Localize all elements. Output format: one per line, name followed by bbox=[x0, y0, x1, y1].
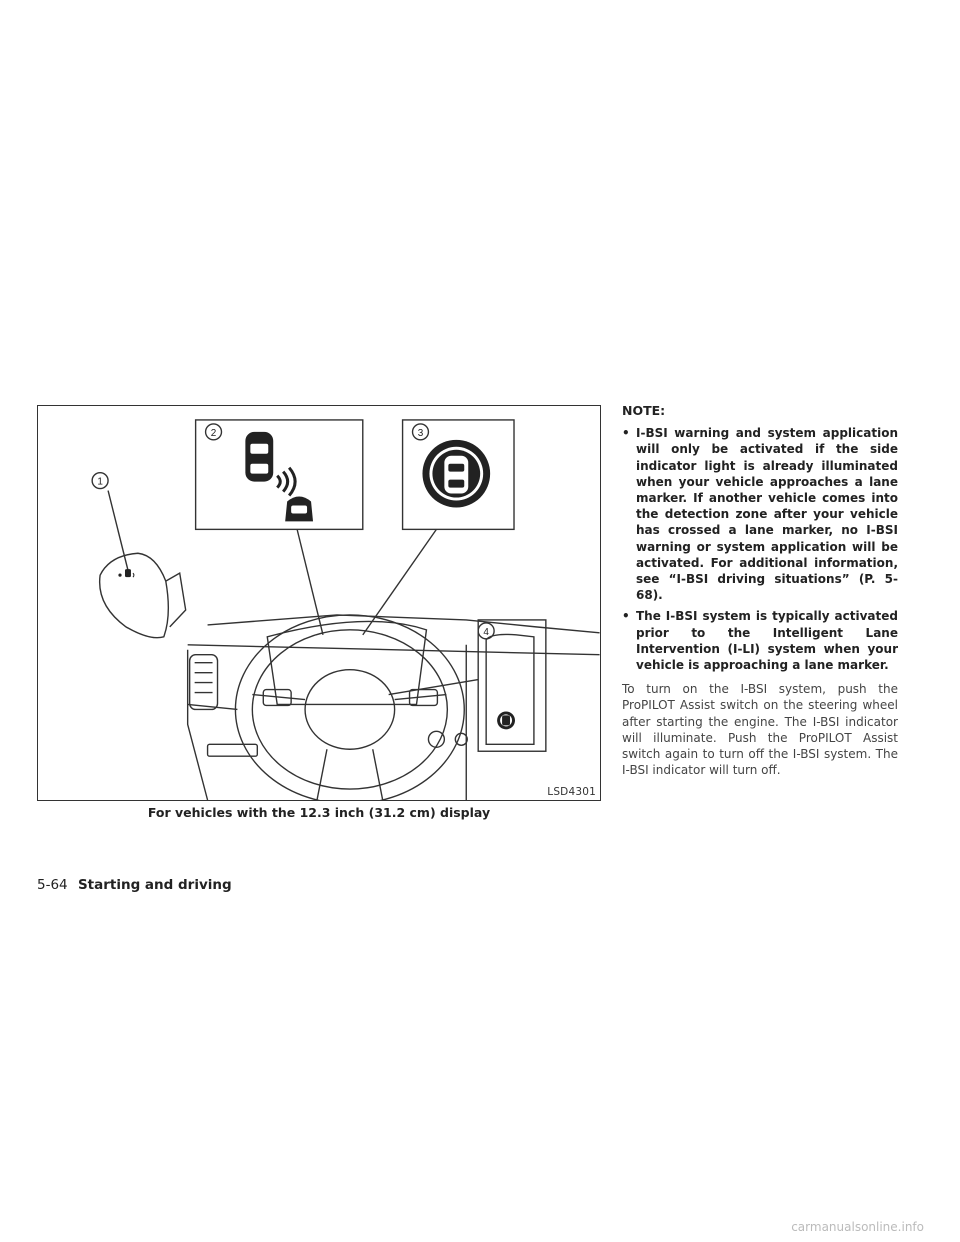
page-number: 5-64 bbox=[37, 877, 68, 893]
bsi-warning-icon bbox=[245, 432, 313, 522]
mirror-indicator-icon bbox=[118, 569, 134, 577]
illustration-figure bbox=[37, 405, 601, 801]
callout-number-1: 1 bbox=[97, 476, 103, 488]
callout-number-4: 4 bbox=[483, 626, 489, 638]
bullet: • bbox=[622, 609, 630, 624]
bullet: • bbox=[622, 426, 630, 441]
figure-caption: For vehicles with the 12.3 inch (31.2 cm) display bbox=[147, 805, 491, 820]
watermark: carmanualsonline.info bbox=[791, 1220, 924, 1234]
note-item bbox=[622, 425, 898, 603]
callout-number-2: 2 bbox=[210, 427, 217, 439]
steering-switch-icon bbox=[497, 711, 515, 729]
page-footer bbox=[37, 877, 232, 893]
text-column bbox=[622, 403, 898, 778]
section-title: Starting and driving bbox=[77, 877, 232, 893]
note-item-text: The I-BSI system is typically activated prior to the Intelligent Lane Intervention (I-LI) system when your vehicle is approaching a lane marker. bbox=[636, 609, 898, 673]
note-title: NOTE: bbox=[622, 403, 666, 418]
body-paragraph: To turn on the I-BSI system, push the ProPILOT Assist switch on the steering wheel after starting the engine. The I-BSI indicator will illuminate. Push the ProPILOT Assist switch again to turn off the I-BSI system. The I-BSI indicator will turn off. bbox=[622, 682, 898, 778]
figure-code: LSD4301 bbox=[547, 786, 596, 798]
callout-number-3: 3 bbox=[417, 427, 424, 439]
note-item bbox=[622, 608, 898, 673]
note-item-text: I-BSI warning and system application will only be activated if the side indicator light is already illuminated when your vehicle approaches a lane marker. If another vehicle comes into the detection zone after your vehicle has crossed a lane marker, no I-BSI warning or system application will be activated. For additional information, see “I-BSI driving situations” (P. 5-68). bbox=[636, 426, 898, 603]
bsi-indicator-icon bbox=[422, 440, 490, 508]
dashboard-illustration bbox=[38, 406, 600, 800]
